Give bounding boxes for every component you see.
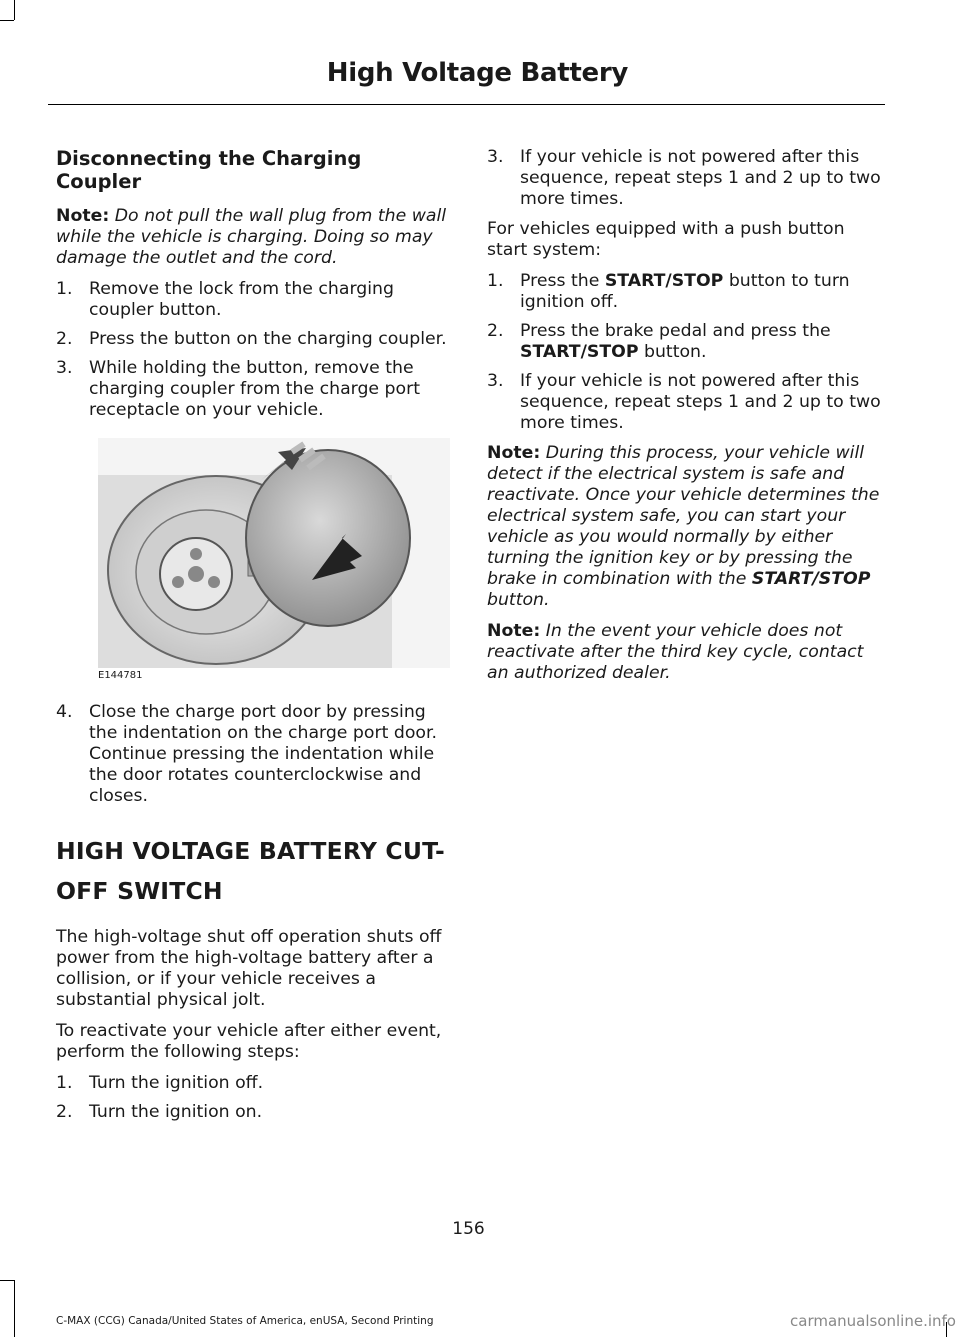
list-item: [487, 371, 883, 434]
note-label: Note:: [487, 443, 541, 463]
start-stop-label: START/STOP: [520, 342, 639, 362]
step-text: Remove the lock from the charging coupler button.: [89, 279, 394, 320]
pin-icon: [190, 548, 202, 560]
list-item: [487, 147, 883, 210]
step-text: Turn the ignition on.: [89, 1102, 263, 1122]
pin-icon: [208, 576, 220, 588]
step-text: Close the charge port door by pressing the indentation on the charge port door. Continue pressing the indentation while the door rotates counterclockwise and closes.: [89, 702, 437, 806]
step-text: While holding the button, remove the charging coupler from the charge port receptacle on your vehicle.: [89, 358, 420, 420]
step-text: button.: [638, 342, 707, 362]
step-number: 4.: [56, 702, 73, 722]
step-text: If your vehicle is not powered after this sequence, repeat steps 1 and 2 up to two more times.: [520, 371, 881, 433]
left-column: [56, 147, 450, 1132]
step-text: Turn the ignition off.: [89, 1073, 264, 1093]
header-rule: [48, 104, 885, 105]
charge-port-drawing: [56, 430, 450, 680]
start-stop-label: START/STOP: [604, 271, 724, 291]
step-number: 3.: [487, 371, 504, 391]
steps-list: [56, 279, 450, 421]
note-text: In the event your vehicle does not reactivate after the third key cycle, contact an authorized dealer.: [487, 621, 864, 683]
step-text: Press the: [520, 271, 605, 291]
crop-mark: [0, 20, 14, 21]
crop-mark: [0, 1280, 14, 1281]
steps-list: [487, 147, 883, 210]
pin-icon: [172, 576, 184, 588]
step-number: 1.: [56, 279, 73, 299]
step-number: 1.: [487, 271, 504, 291]
list-item: [56, 1073, 450, 1094]
figure-code: E144781: [98, 670, 143, 681]
crop-mark: [14, 1280, 15, 1337]
note-2: [487, 443, 883, 611]
note-text: button.: [487, 590, 550, 610]
right-column: [487, 147, 883, 694]
list-item: [56, 702, 450, 807]
step-number: 3.: [56, 358, 73, 378]
list-item: [56, 329, 450, 350]
subheading: Disconnecting the Charging Coupler: [56, 147, 362, 193]
step-number: 2.: [487, 321, 504, 341]
note-3: [487, 621, 883, 684]
paragraph: For vehicles equipped with a push button start system:: [487, 219, 845, 260]
start-stop-label: START/STOP: [751, 569, 871, 589]
section-title-line: HIGH VOLTAGE BATTERY CUT-: [56, 837, 445, 865]
step-number: 2.: [56, 1102, 73, 1122]
steps-list: [56, 1073, 450, 1123]
step-text: If your vehicle is not powered after this sequence, repeat steps 1 and 2 up to two more times.: [520, 147, 881, 209]
note-text: Do not pull the wall plug from the wall while the vehicle is charging. Doing so may damage the outlet and the cord.: [56, 206, 447, 268]
page-header-title: High Voltage Battery: [326, 58, 628, 88]
section-title-line: OFF SWITCH: [56, 877, 223, 905]
note-text: During this process, your vehicle will detect if the electrical system is safe and reactivate. Once your vehicle determines the electrical system safe, you can start your vehicle as you would normally by either turning the ignition key or by pressing the brake in combination with the: [487, 443, 880, 589]
note-1: [56, 206, 450, 269]
charge-port-illustration: [56, 430, 450, 680]
watermark: carmanualsonline.info: [790, 1312, 956, 1330]
step-number: 3.: [487, 147, 504, 167]
list-item: [56, 279, 450, 321]
step-text: button to turn ignition off.: [520, 271, 850, 312]
page-number: 156: [452, 1219, 485, 1239]
step-number: 2.: [56, 329, 73, 349]
section-title: [56, 831, 450, 911]
paragraph: To reactivate your vehicle after either event, perform the following steps:: [56, 1021, 442, 1062]
step-number: 1.: [56, 1073, 73, 1093]
charge-port-door: [246, 450, 410, 626]
list-item: [487, 271, 883, 313]
list-item: [487, 321, 883, 363]
steps-list: [56, 702, 450, 807]
pin-icon: [188, 566, 204, 582]
crop-mark: [14, 0, 15, 20]
footer-meta: C-MAX (CCG) Canada/United States of America, enUSA, Second Printing: [56, 1315, 434, 1327]
step-text: Press the brake pedal and press the: [520, 321, 831, 341]
paragraph: The high-voltage shut off operation shuts off power from the high-voltage battery after a collision, or if your vehicle receives a substantial physical jolt.: [56, 927, 442, 1010]
steps-list: [487, 271, 883, 434]
step-text: Press the button on the charging coupler.: [89, 329, 447, 349]
note-label: Note:: [487, 621, 541, 641]
list-item: [56, 358, 450, 421]
list-item: [56, 1102, 450, 1123]
note-label: Note:: [56, 206, 110, 226]
